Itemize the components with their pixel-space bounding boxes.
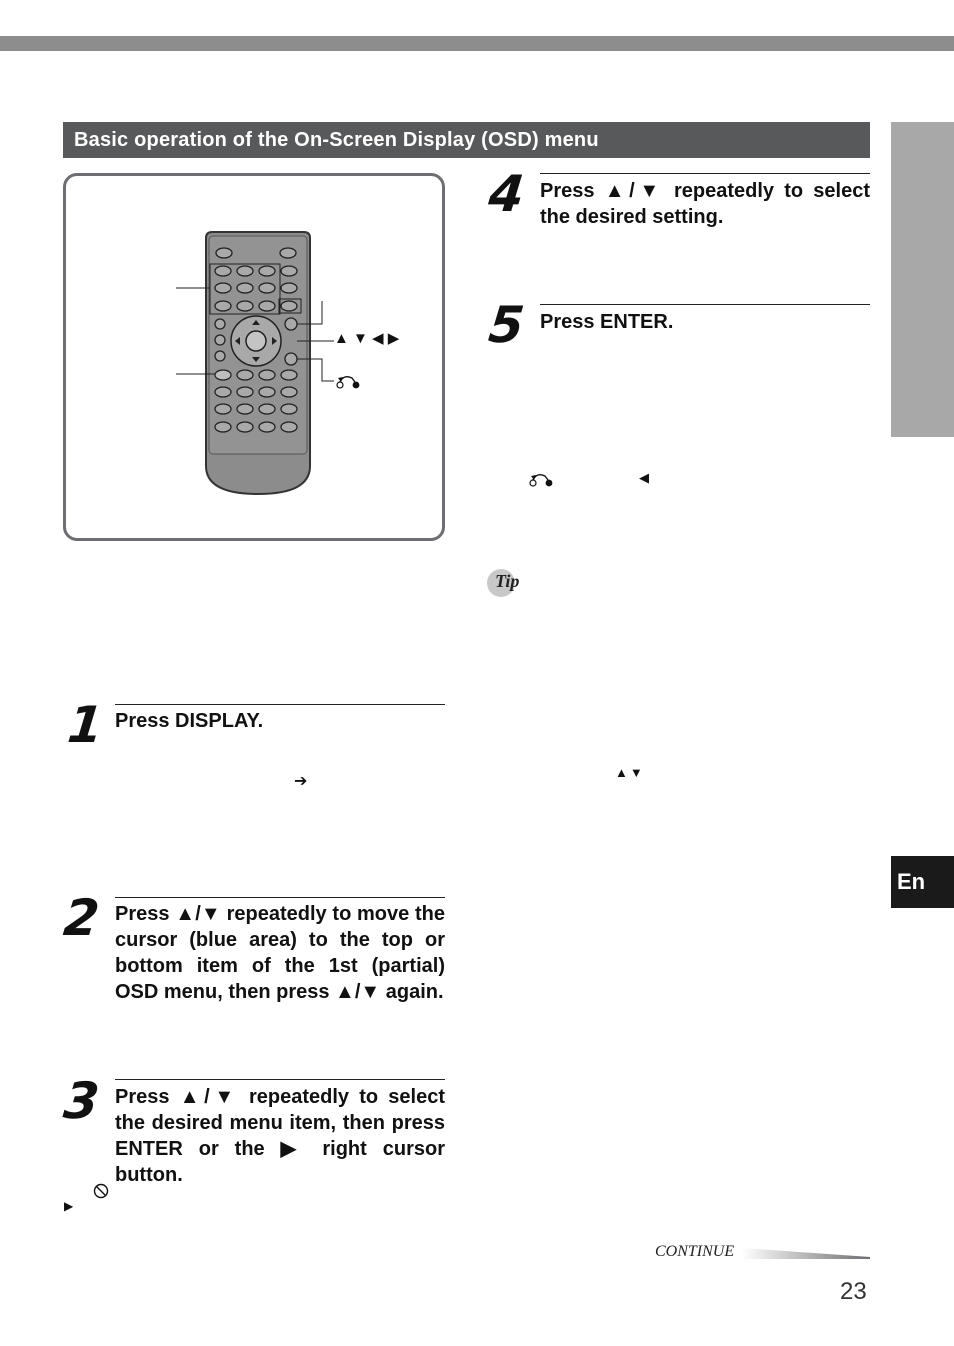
step-4-text: Press ▲/▼ repeatedly to select the desired setting. [540,180,870,228]
language-tab: En [891,856,954,908]
arrow-buttons-label: ▲ ▼ ◀ ▶ [334,330,400,347]
section-title: Basic operation of the On-Screen Display (OSD) menu [63,122,870,158]
step-5-text: Press ENTER. [540,311,674,333]
left-triangle-icon: ◀ [639,470,649,485]
step-3-rule [115,1079,445,1080]
remote-illustration-box [63,173,445,541]
step-1-number: 1 [64,696,106,754]
step-1-text: Press DISPLAY. [115,710,264,732]
arrow-right-icon: ➔ [294,773,308,790]
tip-label: Tip [495,571,520,591]
step-5-number: 5 [485,296,527,354]
step-4-rule [540,173,870,174]
step-3-text: Press ▲/▼ repeatedly to select the desired menu item, then press ENTER or the ▶ right cursor button. [115,1086,445,1186]
prohibited-icon [93,1183,109,1199]
step-2-number: 2 [60,889,102,947]
step-2-text: Press ▲/▼ repeatedly to move the cursor (blue area) to the top or bottom item of the 1st (partial) OSD menu, then press ▲/▼ again. [115,903,445,1003]
page-number: 23 [840,1278,867,1305]
up-down-icon: ▲▼ [615,765,645,780]
step-4-number: 4 [485,165,527,223]
top-rule-bar [0,36,954,51]
step-5-rule [540,304,870,305]
chapter-side-tab [891,122,954,437]
remote-control-drawing [66,176,442,538]
return-icon [529,470,557,488]
step-2-rule [115,897,445,898]
continue-arrow-bar [742,1248,870,1259]
step-3-number: 3 [60,1072,102,1130]
return-icon [336,372,364,390]
step-1-rule [115,704,445,705]
continue-label: CONTINUE [655,1243,735,1260]
right-triangle-icon: ▶ [64,1199,74,1213]
